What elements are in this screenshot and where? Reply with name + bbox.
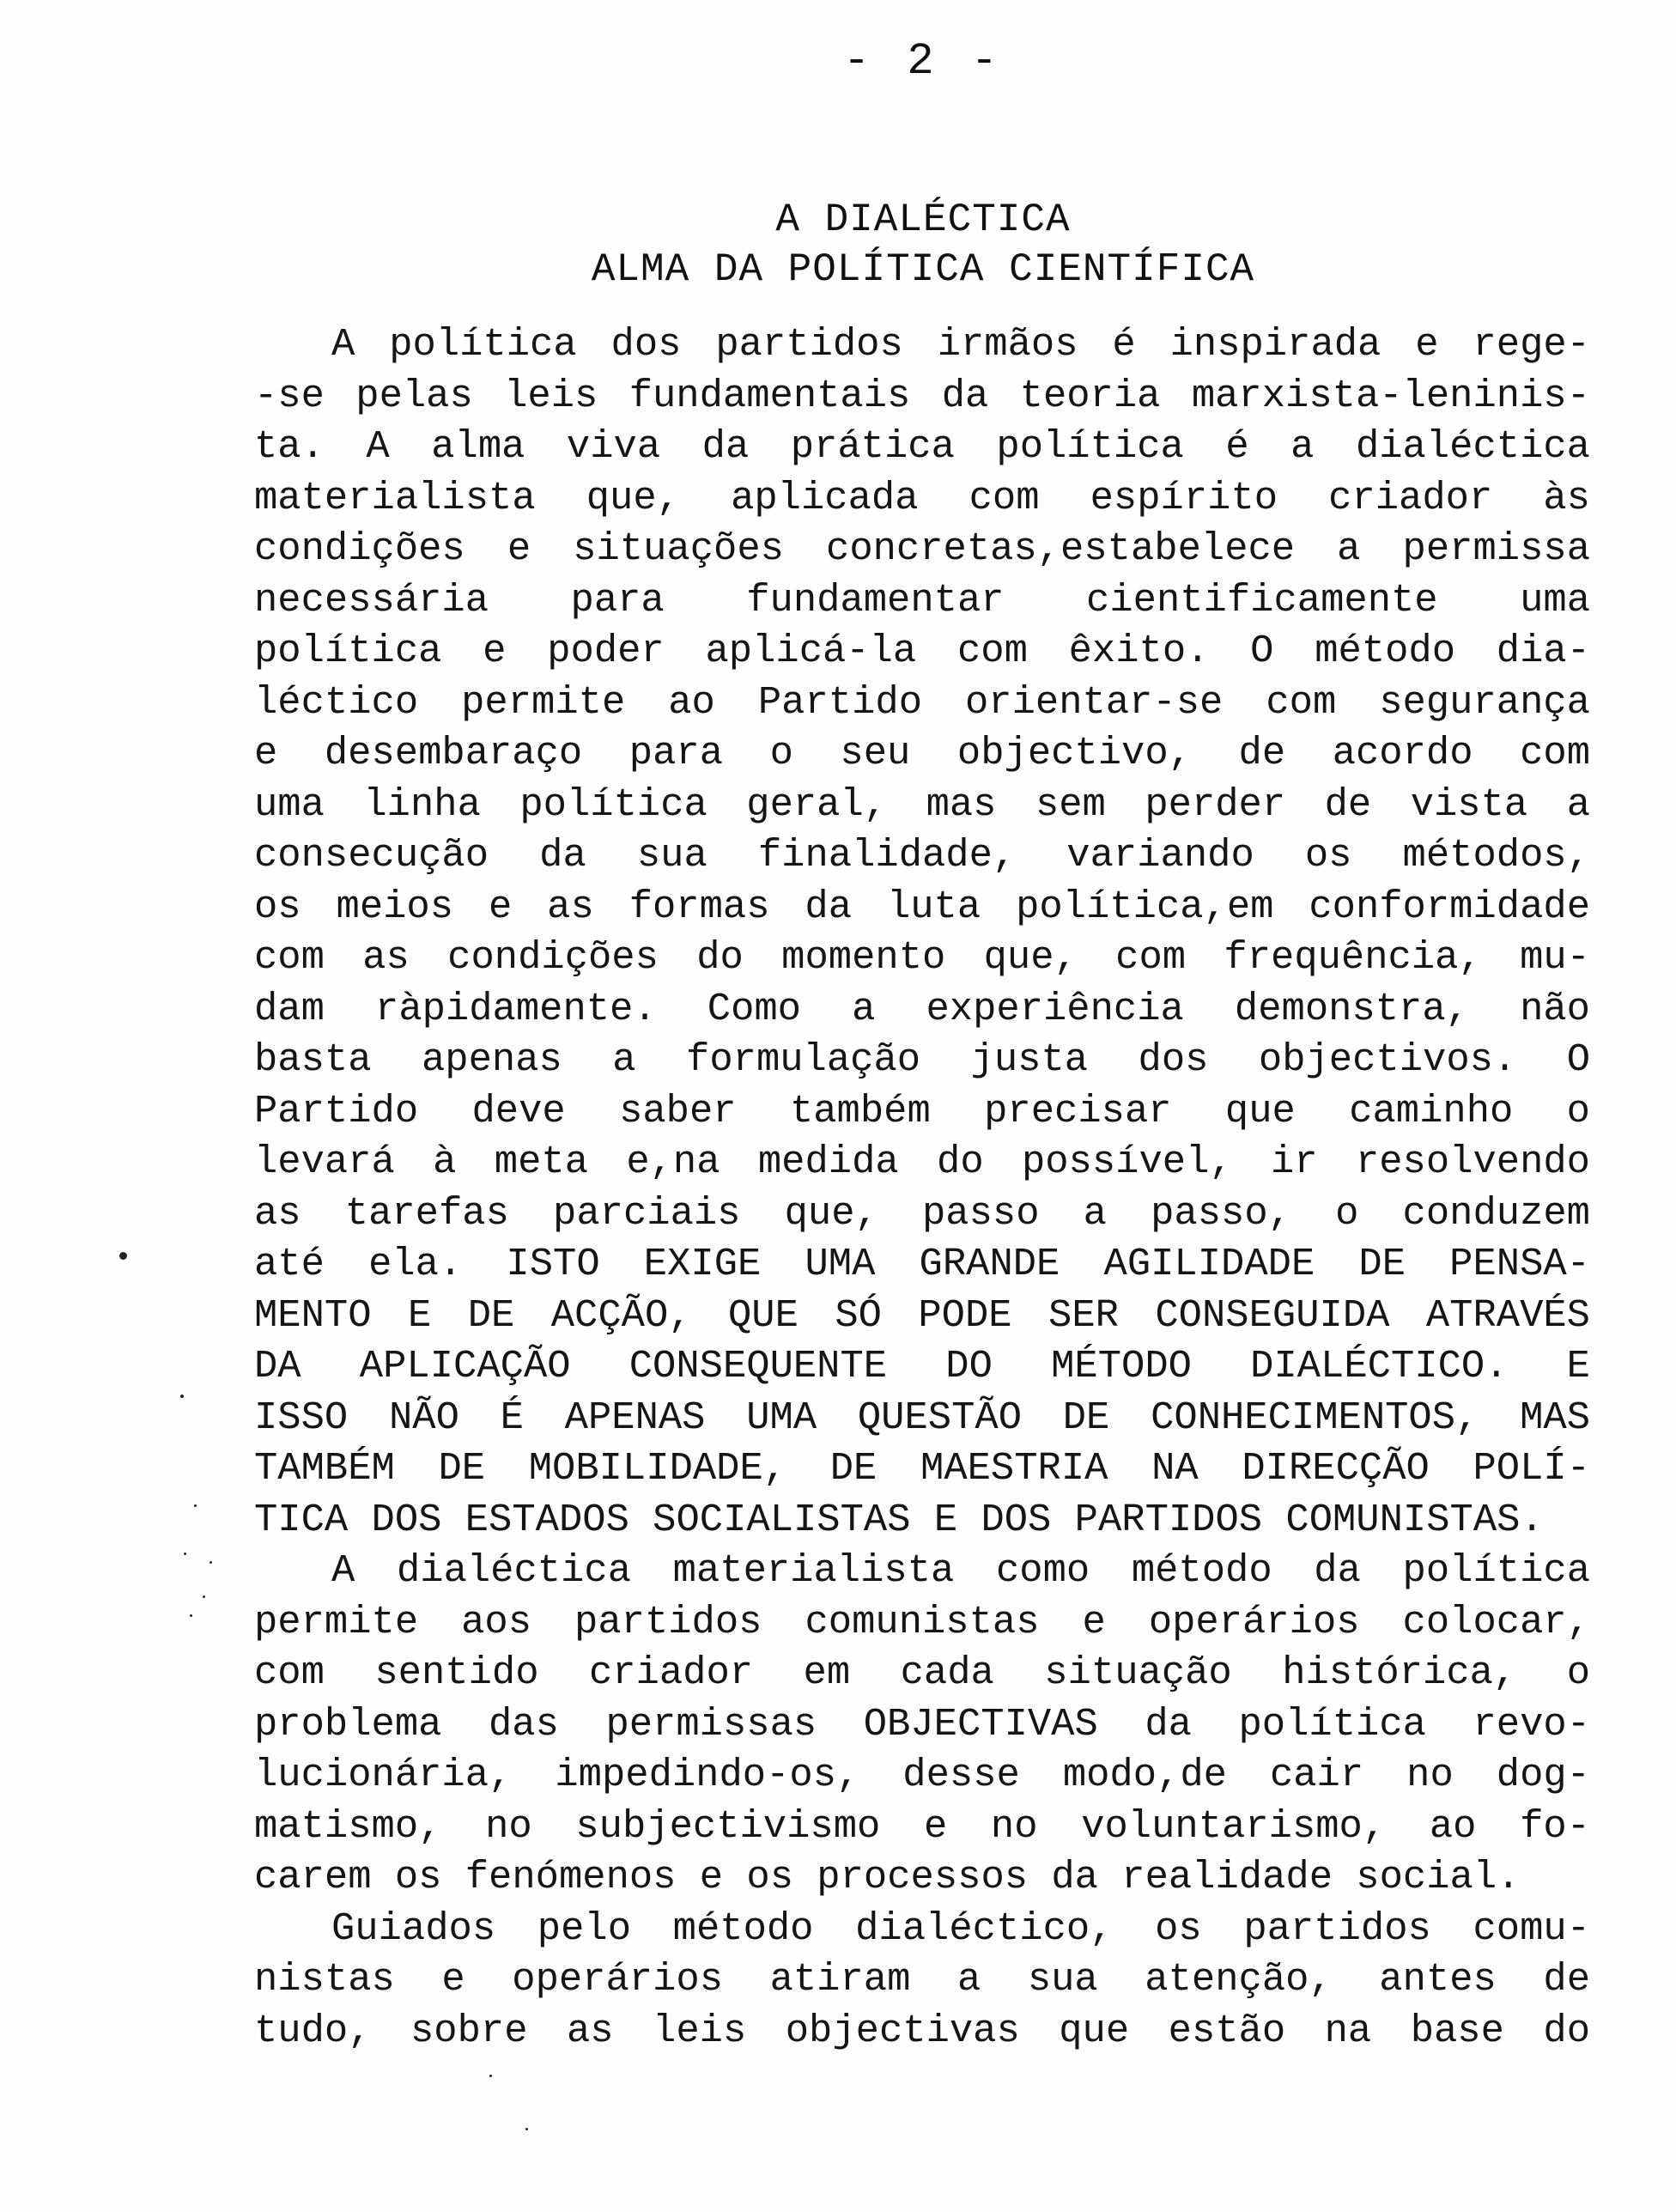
text-line: condições e situações concretas,estabelece a permissa: [254, 526, 1590, 571]
text-line: Partido deve saber também precisar que caminho o: [254, 1088, 1590, 1133]
text-line: com sentido criador em cada situação histórica, o: [254, 1650, 1590, 1695]
text-line: os meios e as formas da luta política,em conformidade: [254, 884, 1590, 929]
text-line: uma linha política geral, mas sem perder de vista a: [254, 781, 1590, 827]
scan-speck: [489, 2075, 492, 2077]
body-text: [254, 319, 1590, 2057]
text-line: lucionária, impedindo-os, desse modo,de cair no dog-: [254, 1753, 1590, 1797]
text-line: basta apenas a formulação justa dos objectivos. O: [254, 1037, 1590, 1082]
text-line: nistas e operários atiram a sua atenção, antes de: [254, 1957, 1590, 2002]
text-line: léctico permite ao Partido orientar-se com segurança: [254, 679, 1590, 725]
text-line: MENTO E DE ACÇÃO, QUE SÓ PODE SER CONSEGUIDA ATRAVÉS: [254, 1292, 1590, 1338]
text-line: A política dos partidos irmãos é inspirada e rege-: [331, 322, 1590, 367]
text-line: e desembaraço para o seu objectivo, de acordo com: [254, 731, 1590, 775]
text-line: ta. A alma viva da prática política é a dialéctica: [254, 424, 1590, 469]
text-line: com as condições do momento que, com frequência, mu-: [254, 935, 1590, 980]
text-line: política e poder aplicá-la com êxito. O método dia-: [254, 629, 1590, 673]
scan-speck: [525, 2128, 528, 2130]
text-line: -se pelas leis fundamentais da teoria marxista-leninis-: [254, 373, 1590, 418]
scan-speck: [180, 1395, 184, 1398]
scan-speck: [203, 1595, 205, 1598]
scan-speck: [119, 1252, 127, 1260]
text-line: TICA DOS ESTADOS SOCIALISTAS E DOS PARTIDOS COMUNISTAS.: [254, 1497, 1544, 1542]
text-line: DA APLICAÇÃO CONSEQUENTE DO MÉTODO DIALÉCTICO. E: [254, 1344, 1590, 1389]
text-line: necessária para fundamentar cientificamente uma: [254, 577, 1590, 623]
document-title-line-1: A DIALÉCTICA: [775, 198, 1071, 242]
text-line: A dialéctica materialista como método da política: [331, 1548, 1590, 1593]
text-line: materialista que, aplicada com espírito criador às: [254, 475, 1590, 520]
text-line: tudo, sobre as leis objectivas que estão na base do: [254, 2008, 1590, 2053]
scan-speck: [210, 1561, 212, 1564]
scan-speck: [184, 1553, 186, 1555]
scan-speck: [194, 1504, 197, 1507]
text-line: carem os fenómenos e os processos da realidade social.: [254, 1855, 1521, 1899]
text-line: as tarefas parciais que, passo a passo, o conduzem: [254, 1190, 1590, 1236]
text-line: ISSO NÃO É APENAS UMA QUESTÃO DE CONHECIMENTOS, MAS: [254, 1395, 1590, 1440]
document-title-line-2: ALMA DA POLÍTICA CIENTÍFICA: [591, 247, 1255, 292]
text-line: até ela. ISTO EXIGE UMA GRANDE AGILIDADE DE PENSA-: [254, 1242, 1590, 1286]
text-line: consecução da sua finalidade, variando os métodos,: [254, 833, 1590, 878]
text-line: problema das permissas OBJECTIVAS da política revo-: [254, 1701, 1590, 1747]
text-line: dam ràpidamente. Como a experiência demonstra, não: [254, 986, 1590, 1031]
page-number: - 2 -: [842, 36, 1004, 87]
scan-speck: [190, 1614, 192, 1617]
text-line: TAMBÉM DE MOBILIDADE, DE MAESTRIA NA DIRECÇÃO POLÍ-: [254, 1446, 1590, 1491]
text-line: Guiados pelo método dialéctico, os partidos comu-: [331, 1905, 1590, 1951]
text-line: matismo, no subjectivismo e no voluntarismo, ao fo-: [254, 1803, 1590, 1849]
text-line: permite aos partidos comunistas e operários colocar,: [254, 1599, 1590, 1644]
text-line: levará à meta e,na medida do possível, ir resolvendo: [254, 1139, 1590, 1184]
